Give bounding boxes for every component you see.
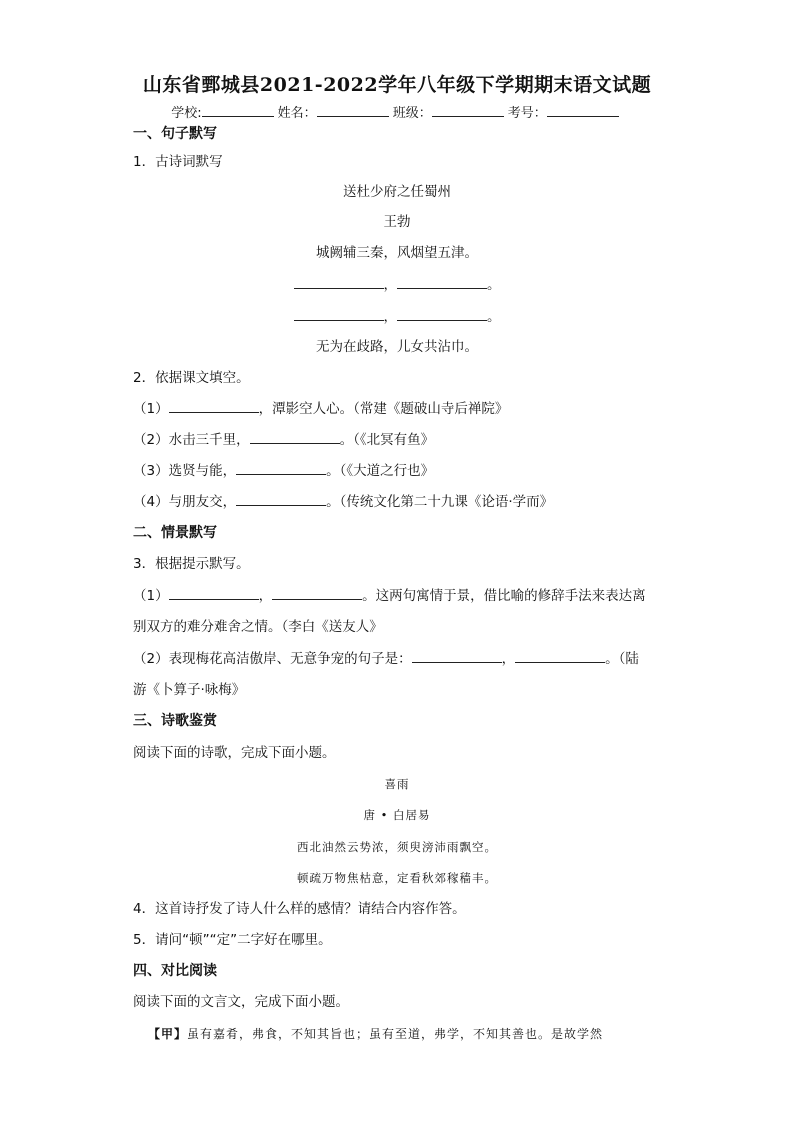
answer-blank[interactable] [236,493,326,506]
answer-blank[interactable] [250,431,340,444]
class-blank[interactable] [432,104,504,117]
answer-blank[interactable] [272,587,362,600]
exam-no-blank[interactable] [547,104,619,117]
question-3-item [133,650,639,668]
answer-blank[interactable] [397,308,487,321]
item-text: 。（传统文化第二十九课《论语·学而》 [326,494,554,510]
name-label: 姓名： [277,106,317,121]
question-2-item [133,493,553,511]
period: 。 [487,277,501,293]
answer-blank[interactable] [294,308,384,321]
section-heading: 一、句子默写 [133,126,217,142]
reading-intro: 阅读下面的诗歌，完成下面小题。 [133,745,336,761]
item-text: 。（《北冥有鱼》 [339,432,435,448]
question-5: 5．请问“顿”“定”二字好在哪里。 [133,932,332,948]
item-text: （2）水击三千里， [133,432,250,448]
student-info-line [0,102,794,121]
poem-author: 唐 • 白居易 [363,808,431,822]
question-3: 3．根据提示默写。 [133,556,250,572]
answer-blank[interactable] [515,650,605,663]
exam-no-label: 考号： [507,106,547,121]
page-title: 山东省鄄城县2021-2022学年八年级下学期期末语文试题 [142,74,652,96]
item-text: 。这两句寓情于景，借比喻的修辞手法来表达离 [362,588,646,604]
answer-blank[interactable] [169,400,259,413]
school-label: 学校: [171,106,202,121]
poem-author: 王勃 [383,214,411,230]
poem-title: 喜雨 [384,777,410,791]
item-text: ，潭影空人心。（常建《题破山寺后禅院》 [258,401,509,417]
answer-blank[interactable] [294,276,384,289]
question-2-item [133,462,434,480]
comma: ， [383,309,397,325]
question-3-item [133,587,646,605]
poem-blank-line [0,276,794,294]
item-text: ， [258,588,273,604]
item-text: （4）与朋友交， [133,494,237,510]
question-3-item-cont: 游《卜算子·咏梅》 [133,682,246,698]
question-4: 4．这首诗抒发了诗人什么样的感情？请结合内容作答。 [133,901,466,917]
question-3-item-cont: 别双方的难分难舍之情。（李白《送友人》 [133,619,383,635]
question-2: 2．依据课文填空。 [133,370,250,386]
poem-blank-line [0,308,794,326]
text-body: 虽有嘉肴，弗食，不知其旨也；虽有至道，弗学，不知其善也。是故学然 [187,1027,604,1041]
classical-text [148,1025,603,1043]
poem-line: 西北油然云势浓，须臾滂沛雨飘空。 [297,840,497,854]
question-1: 1．古诗词默写 [133,154,223,170]
poem-line: 城阙辅三秦，风烟望五津。 [316,245,478,261]
item-text: （2）表现梅花高洁傲岸、无意争宠的句子是： [133,651,412,667]
answer-blank[interactable] [397,276,487,289]
name-blank[interactable] [317,104,389,117]
answer-blank[interactable] [412,650,502,663]
item-text: （1） [133,588,169,604]
answer-blank[interactable] [236,462,326,475]
class-label: 班级： [392,106,432,121]
item-text: （3）选贤与能， [133,463,237,479]
poem-title: 送杜少府之任蜀州 [343,184,451,200]
item-text: ， [501,651,516,667]
comma: ， [383,277,397,293]
item-text: （1） [133,401,169,417]
answer-blank[interactable] [169,587,259,600]
question-2-item [133,400,508,418]
item-text: 。（《大道之行也》 [326,463,435,479]
section-heading: 四、对比阅读 [133,963,217,979]
poem-line: 顿疏万物焦枯意，定看秋郊稼穑丰。 [297,871,497,885]
period: 。 [487,309,501,325]
school-blank[interactable] [202,104,274,117]
poem-line: 无为在歧路，儿女共沾巾。 [316,339,478,355]
item-text: 。（陆 [605,651,639,667]
reading-intro: 阅读下面的文言文，完成下面小题。 [133,994,349,1010]
question-2-item [133,431,434,449]
text-label: 【甲】 [148,1027,188,1041]
section-heading: 三、诗歌鉴赏 [133,713,217,729]
section-heading: 二、情景默写 [133,525,217,541]
